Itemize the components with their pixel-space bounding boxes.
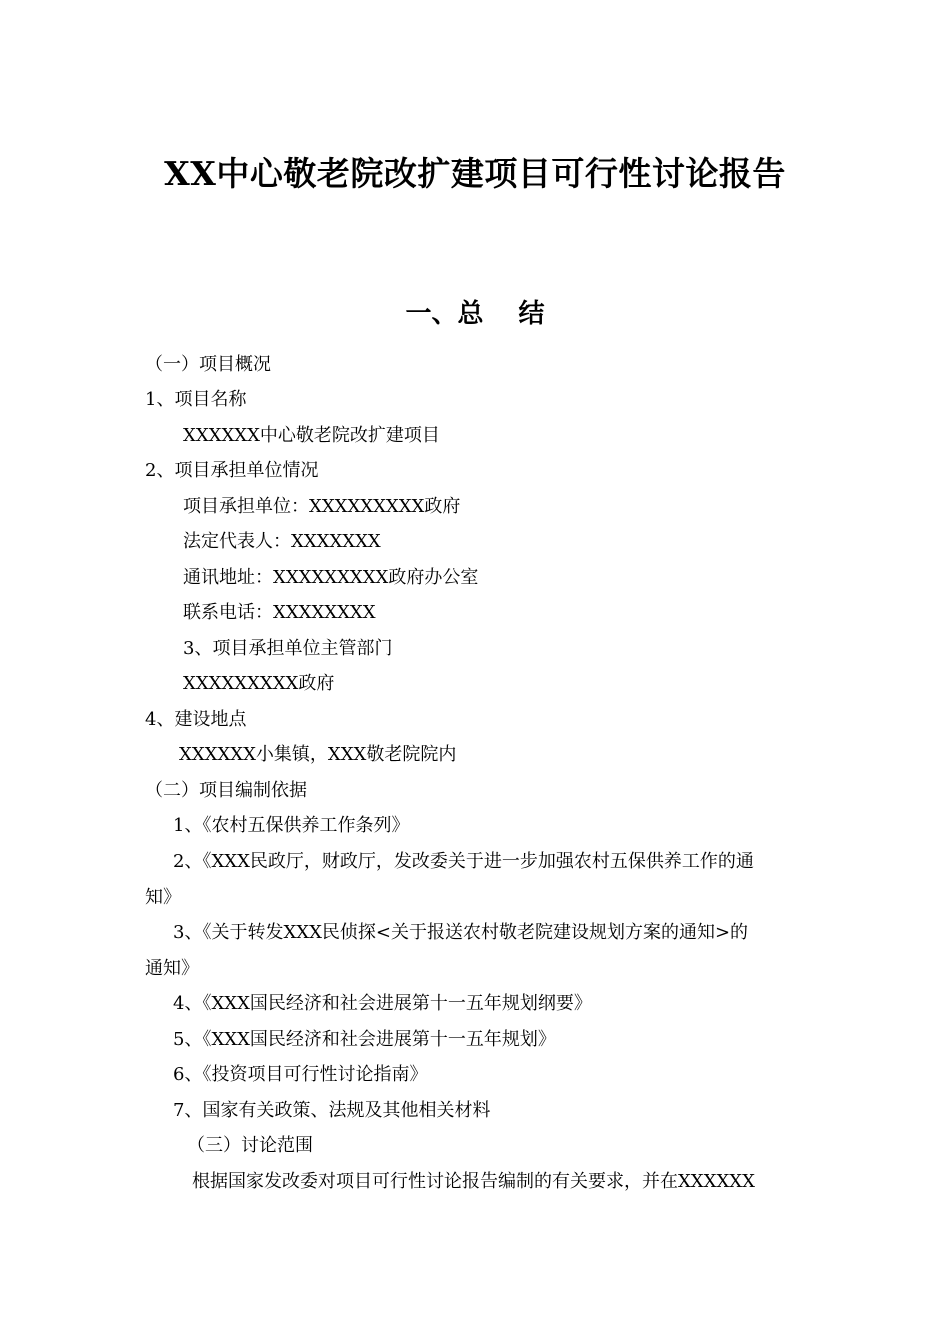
reference-item: 7、国家有关政策、法规及其他相关材料 xyxy=(173,1100,491,1121)
item-heading: 3、项目承担单位主管部门 xyxy=(183,638,393,659)
document-title: XX中心敬老院改扩建项目可行性讨论报告 xyxy=(164,154,786,193)
paragraph-line: 根据国家发改委对项目可行性讨论报告编制的有关要求，并在XXXXXX xyxy=(192,1171,755,1192)
paragraph-line: 项目承担单位：XXXXXXXXX政府 xyxy=(183,496,461,517)
paragraph-line: XXXXXXXXX政府 xyxy=(183,673,335,694)
reference-item-continuation: 知》 xyxy=(145,887,181,908)
paragraph-line: 通讯地址：XXXXXXXXX政府办公室 xyxy=(183,567,479,588)
subsection-heading: （二）项目编制依据 xyxy=(145,780,307,801)
reference-item: 5、《XXX国民经济和社会进展第十一五年规划》 xyxy=(173,1029,556,1050)
reference-item: 3、《关于转发XXX民侦探<关于报送农村敬老院建设规划方案的通知>的 xyxy=(173,922,749,943)
reference-item-continuation: 通知》 xyxy=(145,958,199,979)
paragraph-line: XXXXXX中心敬老院改扩建项目 xyxy=(183,425,440,446)
subsection-heading: （一）项目概况 xyxy=(145,354,271,375)
paragraph-line: 联系电话：XXXXXXXX xyxy=(183,602,376,623)
subsection-heading: （三）讨论范围 xyxy=(187,1135,313,1156)
reference-item: 2、《XXX民政厅，财政厅，发改委关于进一步加强农村五保供养工作的通 xyxy=(173,851,754,872)
item-heading: 2、项目承担单位情况 xyxy=(145,460,319,481)
item-heading: 1、项目名称 xyxy=(145,389,247,410)
section-heading: 一、总 结 xyxy=(405,299,545,329)
reference-item: 1、《农村五保供养工作条列》 xyxy=(173,815,410,836)
reference-item: 4、《XXX国民经济和社会进展第十一五年规划纲要》 xyxy=(173,993,592,1014)
reference-item: 6、《投资项目可行性讨论指南》 xyxy=(173,1064,428,1085)
paragraph-line: XXXXXX小集镇，XXX敬老院院内 xyxy=(179,744,457,765)
paragraph-line: 法定代表人：XXXXXXX xyxy=(183,531,381,552)
item-heading: 4、建设地点 xyxy=(145,709,247,730)
